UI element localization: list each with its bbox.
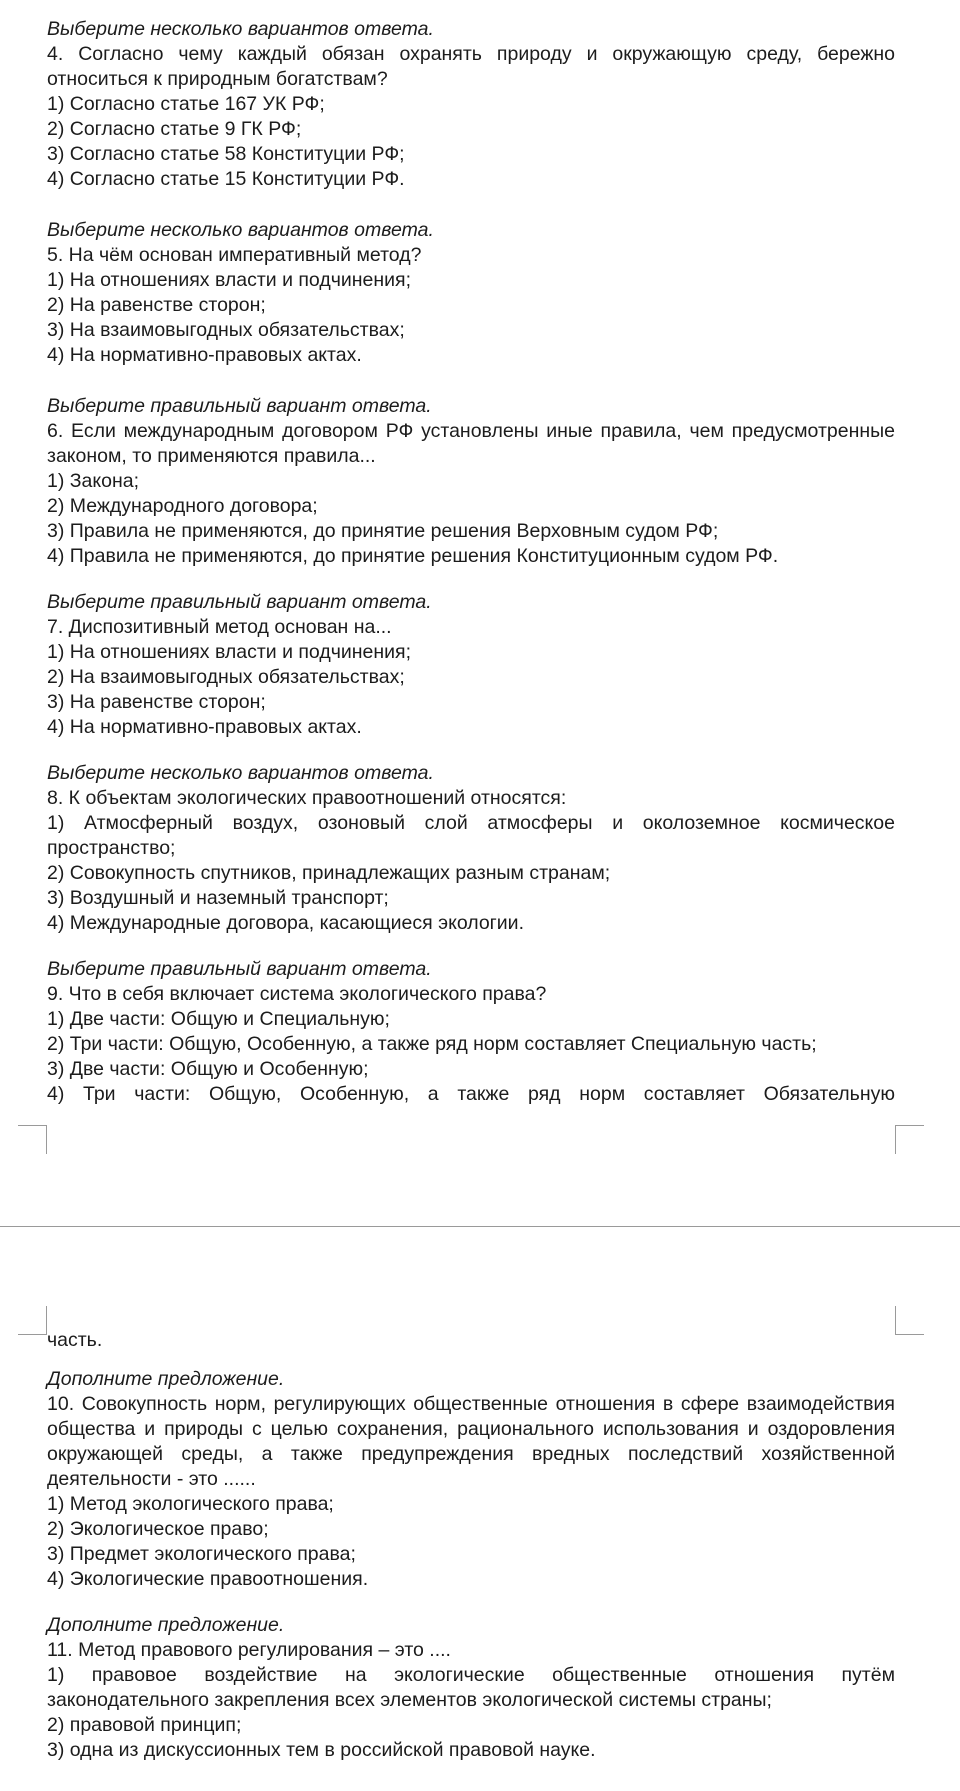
- question-text: 9. Что в себя включает система экологического права?: [47, 983, 547, 1005]
- question-6: [47, 394, 895, 569]
- answer-option: 2) правовой принцип;: [47, 1714, 242, 1736]
- continuation-line: часть.: [47, 1329, 103, 1351]
- answer-option: 2) На равенстве сторон;: [47, 294, 266, 316]
- answer-option: 4) Экологические правоотношения.: [47, 1568, 369, 1590]
- answer-option: 4) Три части: Общую, Особенную, а также ряд норм составляет Обязательную: [47, 1083, 895, 1105]
- question-instruction: Выберите правильный вариант ответа.: [47, 958, 432, 980]
- answer-option: 3) Правила не применяются, до принятие решения Верховным судом РФ;: [47, 520, 719, 542]
- question-10: [47, 1367, 895, 1592]
- question-instruction: Выберите правильный вариант ответа.: [47, 395, 432, 417]
- question-text: 6. Если международным договором РФ установлены иные правила, чем предусмотренные законом, то применяются правила...: [47, 420, 895, 467]
- question-text: 8. К объектам экологических правоотношений относятся:: [47, 787, 567, 809]
- answer-option: 1) правовое воздействие на экологические общественные отношения путём законодательного закрепления всех элементов экологической системы страны;: [47, 1664, 895, 1711]
- question-text: 5. На чём основан императивный метод?: [47, 244, 422, 266]
- answer-option: 1) На отношениях власти и подчинения;: [47, 641, 412, 663]
- answer-option: 1) Закона;: [47, 470, 140, 492]
- answer-option: 4) На нормативно-правовых актах.: [47, 344, 362, 366]
- answer-option: 1) Согласно статье 167 УК РФ;: [47, 93, 325, 115]
- question-instruction: Выберите несколько вариантов ответа.: [47, 219, 434, 241]
- answer-option: 3) На равенстве сторон;: [47, 691, 266, 713]
- answer-option: 1) Атмосферный воздух, озоновый слой атмосферы и околоземное космическое пространство;: [47, 812, 895, 859]
- answer-option: 3) Предмет экологического права;: [47, 1543, 356, 1565]
- question-8: [47, 761, 895, 936]
- question-instruction: Выберите правильный вариант ответа.: [47, 591, 432, 613]
- page-1-content: [47, 17, 895, 1128]
- question-9: [47, 957, 895, 1107]
- question-7: [47, 590, 895, 740]
- page-margin-corner-mark: [895, 1306, 924, 1335]
- answer-option: 2) Согласно статье 9 ГК РФ;: [47, 118, 302, 140]
- document-page-2: [0, 1228, 960, 1791]
- answer-option: 1) Две части: Общую и Специальную;: [47, 1008, 390, 1030]
- page-break-line: [0, 1226, 960, 1227]
- answer-option: 3) На взаимовыгодных обязательствах;: [47, 319, 405, 341]
- question-instruction: Дополните предложение.: [47, 1614, 285, 1636]
- question-text: 10. Совокупность норм, регулирующих общественные отношения в сфере взаимодействия общества и природы с целью сохранения, рационального использования и оздоровления окружающей среды, а также предупреждения вредных последствий хозяйственной деятельности - это ......: [47, 1393, 895, 1490]
- question-text: 11. Метод правового регулирования – это ....: [47, 1639, 451, 1661]
- answer-option: 3) Согласно статье 58 Конституции РФ;: [47, 143, 405, 165]
- question-4: [47, 17, 895, 192]
- question-instruction: Дополните предложение.: [47, 1368, 285, 1390]
- question-11: [47, 1613, 895, 1763]
- question-5: [47, 218, 895, 368]
- answer-option: 2) Совокупность спутников, принадлежащих разным странам;: [47, 862, 611, 884]
- answer-option: 4) Правила не применяются, до принятие решения Конституционным судом РФ.: [47, 545, 779, 567]
- answer-option: 3) одна из дискуссионных тем в российской правовой науке.: [47, 1739, 596, 1761]
- answer-option: 4) На нормативно-правовых актах.: [47, 716, 362, 738]
- answer-option: 2) Международного договора;: [47, 495, 318, 517]
- question-text: 4. Согласно чему каждый обязан охранять природу и окружающую среду, бережно относиться к природным богатствам?: [47, 43, 895, 90]
- page-margin-corner-mark: [18, 1125, 47, 1154]
- answer-option: 2) Экологическое право;: [47, 1518, 269, 1540]
- answer-option: 1) На отношениях власти и подчинения;: [47, 269, 412, 291]
- page-2-content: [47, 1328, 895, 1784]
- answer-option: 2) Три части: Общую, Особенную, а также ряд норм составляет Специальную часть;: [47, 1033, 817, 1055]
- answer-option: 2) На взаимовыгодных обязательствах;: [47, 666, 405, 688]
- page-margin-corner-mark: [895, 1125, 924, 1154]
- question-text: 7. Диспозитивный метод основан на...: [47, 616, 392, 638]
- question-instruction: Выберите несколько вариантов ответа.: [47, 762, 434, 784]
- answer-option: 4) Согласно статье 15 Конституции РФ.: [47, 168, 405, 190]
- page-margin-corner-mark: [18, 1306, 47, 1335]
- answer-option: 3) Две части: Общую и Особенную;: [47, 1058, 369, 1080]
- continuation-text: [47, 1328, 895, 1353]
- answer-option: 4) Международные договора, касающиеся экологии.: [47, 912, 524, 934]
- answer-option: 3) Воздушный и наземный транспорт;: [47, 887, 389, 909]
- answer-option: 1) Метод экологического права;: [47, 1493, 334, 1515]
- question-instruction: Выберите несколько вариантов ответа.: [47, 18, 434, 40]
